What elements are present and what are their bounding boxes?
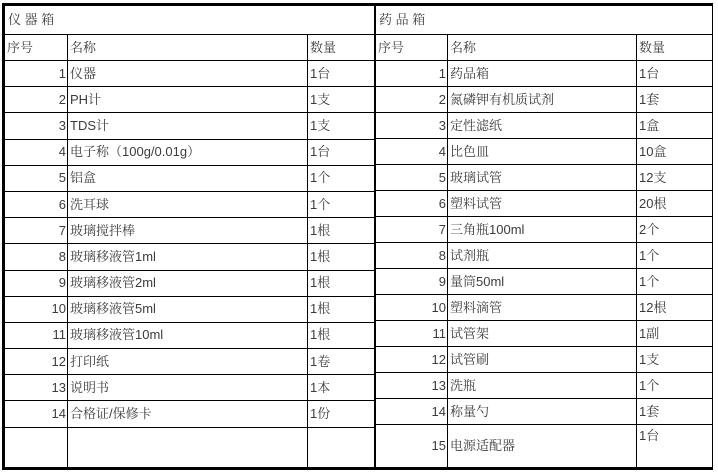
- item-name-cell: 电源适配器: [448, 425, 637, 468]
- row-number-cell: 1: [5, 61, 68, 87]
- row-number-cell: 13: [5, 375, 68, 401]
- table-row: [5, 322, 375, 348]
- table-row: [5, 375, 375, 401]
- row-number-cell: 8: [376, 243, 448, 269]
- header-serial-number: 序号: [5, 35, 68, 61]
- header-quantity: 数量: [637, 35, 713, 61]
- table-row: [5, 349, 375, 375]
- quantity-cell: [308, 427, 375, 467]
- item-name-cell: 玻璃移液管2ml: [68, 270, 308, 296]
- row-number-cell: [5, 427, 68, 467]
- table-row: [5, 139, 375, 165]
- row-number-cell: 14: [5, 401, 68, 427]
- quantity-cell: 20根: [637, 191, 713, 217]
- row-number-cell: 10: [5, 296, 68, 322]
- table-row: [376, 113, 713, 139]
- row-number-cell: 4: [5, 139, 68, 165]
- row-number-cell: 9: [376, 269, 448, 295]
- header-item-name: 名称: [448, 35, 637, 61]
- item-name-cell: 称量勺: [448, 399, 637, 425]
- header-quantity: 数量: [308, 35, 375, 61]
- quantity-cell: 1根: [308, 244, 375, 270]
- table-row: [5, 218, 375, 244]
- quantity-cell: 1台: [637, 61, 713, 87]
- quantity-cell: 1盒: [637, 113, 713, 139]
- row-number-cell: 7: [376, 217, 448, 243]
- row-number-cell: 11: [376, 321, 448, 347]
- quantity-cell: 1套: [637, 399, 713, 425]
- item-name-cell: 试管刷: [448, 347, 637, 373]
- item-name-cell: 电子称（100g/0.01g）: [68, 139, 308, 165]
- item-name-cell: 比色皿: [448, 139, 637, 165]
- item-name-cell: 打印纸: [68, 349, 308, 375]
- table-row: [376, 61, 713, 87]
- medicine-box-title: 药 品 箱: [376, 6, 713, 35]
- row-number-cell: 10: [376, 295, 448, 321]
- item-name-cell: 试管架: [448, 321, 637, 347]
- item-name-cell: 塑料试管: [448, 191, 637, 217]
- table-row: [376, 191, 713, 217]
- quantity-cell: 1个: [308, 165, 375, 191]
- row-number-cell: 7: [5, 218, 68, 244]
- quantity-cell: 1根: [308, 270, 375, 296]
- row-number-cell: 3: [376, 113, 448, 139]
- quantity-cell: 1支: [637, 347, 713, 373]
- quantity-cell: 1套: [637, 87, 713, 113]
- item-name-cell: 玻璃移液管10ml: [68, 322, 308, 348]
- row-number-cell: 2: [5, 87, 68, 113]
- row-number-cell: 3: [5, 113, 68, 139]
- item-name-cell: 玻璃试管: [448, 165, 637, 191]
- table-row: [376, 425, 713, 468]
- item-name-cell: 玻璃移液管1ml: [68, 244, 308, 270]
- quantity-cell: 1个: [637, 373, 713, 399]
- row-number-cell: 6: [376, 191, 448, 217]
- item-name-cell: 铝盒: [68, 165, 308, 191]
- row-number-cell: 12: [5, 349, 68, 375]
- quantity-cell: 1台: [308, 61, 375, 87]
- table-row: [5, 296, 375, 322]
- quantity-cell: 1台: [308, 139, 375, 165]
- header-serial-number: 序号: [376, 35, 448, 61]
- item-name-cell: 合格证/保修卡: [68, 401, 308, 427]
- quantity-cell: 10盒: [637, 139, 713, 165]
- quantity-cell: 1副: [637, 321, 713, 347]
- item-name-cell: 定性滤纸: [448, 113, 637, 139]
- item-name-cell: 说明书: [68, 375, 308, 401]
- item-name-cell: 仪器: [68, 61, 308, 87]
- row-number-cell: 1: [376, 61, 448, 87]
- item-name-cell: [68, 427, 308, 467]
- item-name-cell: 玻璃搅拌棒: [68, 218, 308, 244]
- item-name-cell: 塑料滴管: [448, 295, 637, 321]
- table-row: [376, 373, 713, 399]
- quantity-cell: 1卷: [308, 349, 375, 375]
- item-name-cell: 试剂瓶: [448, 243, 637, 269]
- table-row: [5, 87, 375, 113]
- table-row: [376, 243, 713, 269]
- instrument-box-header-row: [5, 35, 375, 61]
- row-number-cell: 5: [5, 165, 68, 191]
- row-number-cell: 4: [376, 139, 448, 165]
- table-row: [376, 217, 713, 243]
- row-number-cell: 14: [376, 399, 448, 425]
- quantity-cell: 1台: [637, 425, 713, 468]
- medicine-box-table: [375, 5, 713, 468]
- instrument-box-title: 仪 器 箱: [5, 6, 375, 35]
- table-row: [376, 269, 713, 295]
- table-row: [376, 87, 713, 113]
- quantity-cell: 12根: [637, 295, 713, 321]
- table-row: [5, 61, 375, 87]
- item-name-cell: TDS计: [68, 113, 308, 139]
- item-name-cell: 氮磷钾有机质试剂: [448, 87, 637, 113]
- row-number-cell: 12: [376, 347, 448, 373]
- row-number-cell: 2: [376, 87, 448, 113]
- row-number-cell: 13: [376, 373, 448, 399]
- table-row: [5, 191, 375, 217]
- row-number-cell: 6: [5, 191, 68, 217]
- medicine-box-header-row: [376, 35, 713, 61]
- table-row: [376, 399, 713, 425]
- item-name-cell: PH计: [68, 87, 308, 113]
- quantity-cell: 1份: [308, 401, 375, 427]
- item-name-cell: 药品箱: [448, 61, 637, 87]
- quantity-cell: 1支: [308, 113, 375, 139]
- item-name-cell: 玻璃移液管5ml: [68, 296, 308, 322]
- table-row: [5, 401, 375, 427]
- row-number-cell: 15: [376, 425, 448, 468]
- table-row: [376, 139, 713, 165]
- quantity-cell: 1个: [637, 269, 713, 295]
- instrument-box-title-row: [5, 6, 375, 35]
- item-name-cell: 洗耳球: [68, 191, 308, 217]
- header-item-name: 名称: [68, 35, 308, 61]
- table-row: [376, 321, 713, 347]
- quantity-cell: 1根: [308, 218, 375, 244]
- item-name-cell: 三角瓶100ml: [448, 217, 637, 243]
- quantity-cell: 1支: [308, 87, 375, 113]
- quantity-cell: 12支: [637, 165, 713, 191]
- row-number-cell: 9: [5, 270, 68, 296]
- table-row: [5, 165, 375, 191]
- inventory-sheet: [2, 3, 713, 470]
- table-row: [5, 244, 375, 270]
- row-number-cell: 8: [5, 244, 68, 270]
- item-name-cell: 量筒50ml: [448, 269, 637, 295]
- table-row: [376, 295, 713, 321]
- quantity-cell: 1本: [308, 375, 375, 401]
- table-row: [376, 165, 713, 191]
- row-number-cell: 11: [5, 322, 68, 348]
- quantity-cell: 2个: [637, 217, 713, 243]
- table-row: [5, 427, 375, 467]
- quantity-cell: 1个: [308, 191, 375, 217]
- quantity-cell: 1根: [308, 296, 375, 322]
- instrument-box-table: [4, 5, 375, 468]
- table-row: [5, 270, 375, 296]
- quantity-cell: 1个: [637, 243, 713, 269]
- row-number-cell: 5: [376, 165, 448, 191]
- quantity-cell: 1根: [308, 322, 375, 348]
- item-name-cell: 洗瓶: [448, 373, 637, 399]
- medicine-box-title-row: [376, 6, 713, 35]
- table-row: [376, 347, 713, 373]
- table-row: [5, 113, 375, 139]
